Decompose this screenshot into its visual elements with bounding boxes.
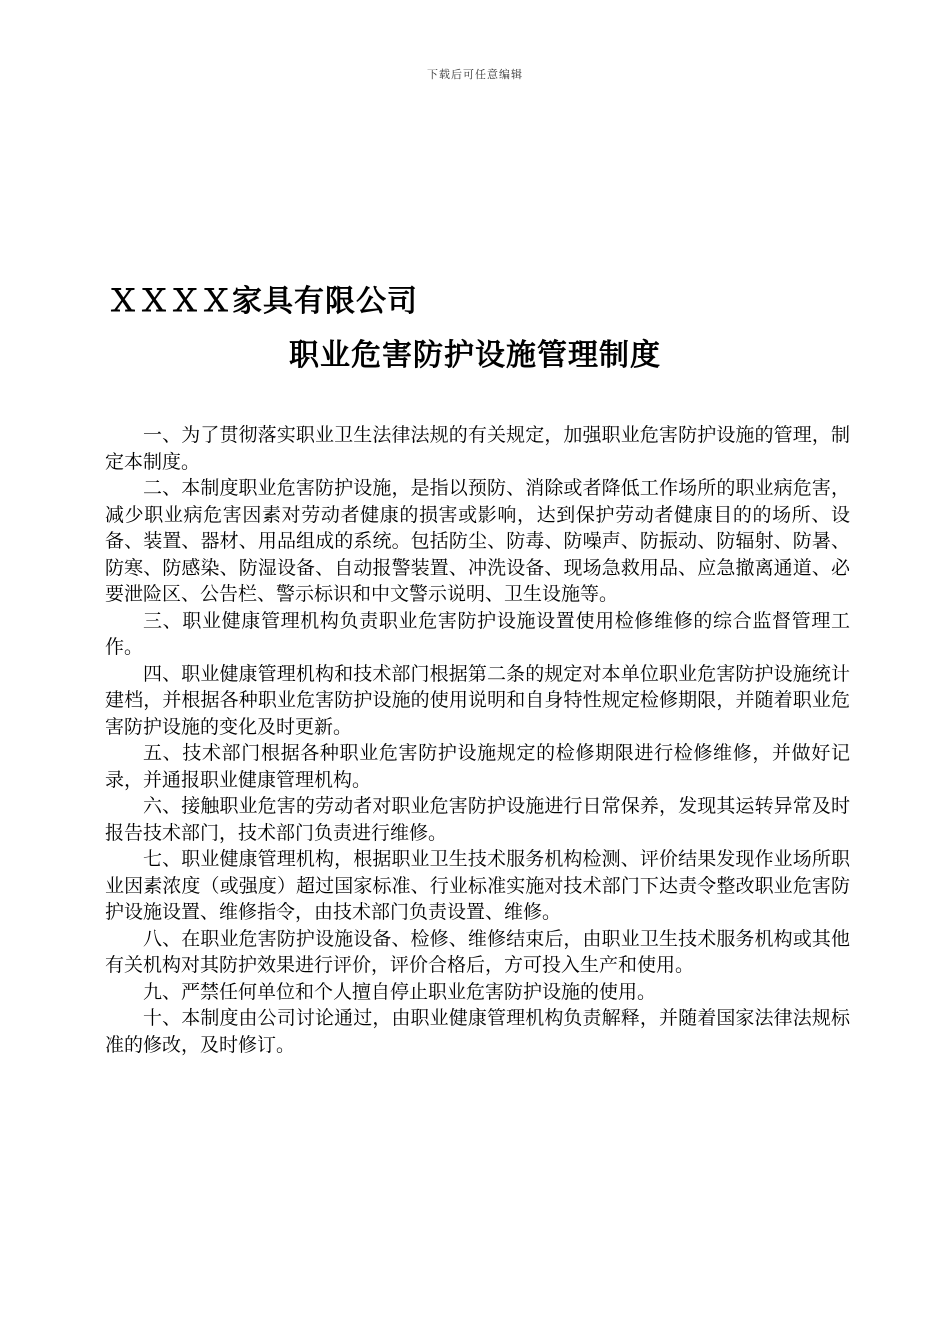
document-body <box>105 422 850 1058</box>
paragraph-10: 十、本制度由公司讨论通过，由职业健康管理机构负责解释，并随着国家法律法规标准的修改，及时修订。 <box>105 1007 850 1056</box>
paragraph-6: 六、接触职业危害的劳动者对职业危害防护设施进行日常保养，发现其运转异常及时报告技术部门，技术部门负责进行维修。 <box>105 795 850 844</box>
header-note: 下载后可任意编辑 <box>427 68 523 81</box>
paragraph-3: 三、职业健康管理机构负责职业危害防护设施设置使用检修维修的综合监督管理工作。 <box>105 609 850 658</box>
paragraph-1: 一、为了贯彻落实职业卫生法律法规的有关规定，加强职业危害防护设施的管理，制定本制度。 <box>105 424 850 473</box>
paragraph-4: 四、职业健康管理机构和技术部门根据第二条的规定对本单位职业危害防护设施统计建档，并根据各种职业危害防护设施的使用说明和自身特性规定检修期限，并随着职业危害防护设施的变化及时更新。 <box>105 662 850 738</box>
document-title: 职业危害防护设施管理制度 <box>289 338 661 373</box>
paragraph-9: 九、严禁任何单位和个人擅自停止职业危害防护设施的使用。 <box>143 980 657 1003</box>
paragraph-8: 八、在职业危害防护设施设备、检修、维修结束后，由职业卫生技术服务机构或其他有关机构对其防护效果进行评价，评价合格后，方可投入生产和使用。 <box>105 927 850 976</box>
paragraph-5: 五、技术部门根据各种职业危害防护设施规定的检修期限进行检修维修，并做好记录，并通报职业健康管理机构。 <box>105 742 850 791</box>
company-title: ＸＸＸＸ家具有限公司 <box>108 284 418 319</box>
paragraph-7: 七、职业健康管理机构，根据职业卫生技术服务机构检测、评价结果发现作业场所职业因素浓度（或强度）超过国家标准、行业标准实施对技术部门下达责令整改职业危害防护设施设置、维修指令，由技术部门负责设置、维修。 <box>105 848 850 923</box>
paragraph-2: 二、本制度职业危害防护设施，是指以预防、消除或者降低工作场所的职业病危害，减少职业病危害因素对劳动者健康的损害或影响，达到保护劳动者健康目的的场所、设备、装置、器材、用品组成的系统。包括防尘、防毒、防噪声、防振动、防辐射、防暑、防寒、防感染、防湿设备、自动报警装置、冲洗设备、现场急救用品、应急撤离通道、必要泄险区、公告栏、警示标识和中文警示说明、卫生设施等。 <box>105 477 850 605</box>
